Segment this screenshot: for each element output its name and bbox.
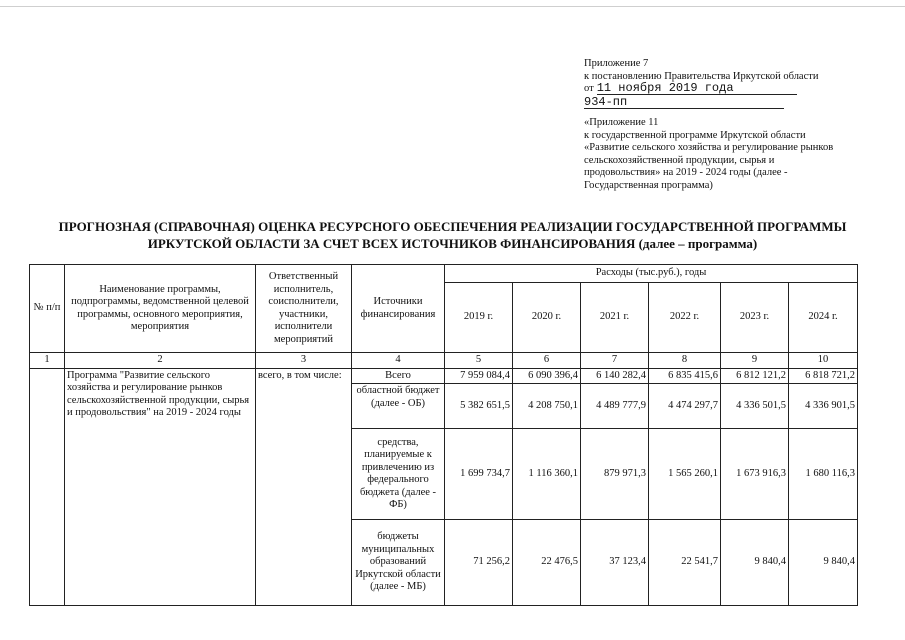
header-executor: Ответственный исполнитель, соисполнители, участники, исполнители мероприятий (256, 265, 352, 353)
value-cell: 4 474 297,7 (649, 384, 721, 429)
reference-line-6: Государственная программа) (584, 179, 713, 191)
column-number: 5 (445, 353, 513, 369)
value-cell: 1 116 360,1 (513, 429, 581, 520)
value-cell: 4 336 501,5 (721, 384, 789, 429)
header-year: 2020 г. (513, 283, 581, 353)
header-year: 2019 г. (445, 283, 513, 353)
value-cell: 6 812 121,2 (721, 368, 789, 384)
resource-table (29, 264, 858, 606)
column-number: 2 (65, 353, 256, 369)
appendix-date-line (584, 83, 884, 96)
value-cell: 4 336 901,5 (789, 384, 858, 429)
page-title (20, 218, 885, 252)
value-cell: 1 699 734,7 (445, 429, 513, 520)
source-cell: областной бюджет (далее - ОБ) (352, 384, 445, 429)
value-cell: 6 835 415,6 (649, 368, 721, 384)
source-cell: бюджеты муниципальных образований Иркутской области (далее - МБ) (352, 520, 445, 606)
appendix-decree: к постановлению Правительства Иркутской области (584, 70, 819, 82)
header-num: № п/п (30, 265, 65, 353)
title-line-1: ПРОГНОЗНАЯ (СПРАВОЧНАЯ) ОЦЕНКА РЕСУРСНОГО ОБЕСПЕЧЕНИЯ РЕАЛИЗАЦИИ ГОСУДАРСТВЕННОЙ ПРОГРАММЫ (58, 219, 847, 234)
value-cell: 6 818 721,2 (789, 368, 858, 384)
column-number: 10 (789, 353, 858, 369)
value-cell: 6 140 282,4 (581, 368, 649, 384)
reference-block (584, 117, 884, 193)
reference-line-1: «Приложение 11 (584, 117, 659, 128)
value-cell: 37 123,4 (581, 520, 649, 606)
source-cell: средства, планируемые к привлечению из федерального бюджета (далее - ФБ) (352, 429, 445, 520)
column-number: 4 (352, 353, 445, 369)
column-number: 8 (649, 353, 721, 369)
header-year: 2022 г. (649, 283, 721, 353)
value-cell: 879 971,3 (581, 429, 649, 520)
column-number: 6 (513, 353, 581, 369)
value-cell: 5 382 651,5 (445, 384, 513, 429)
column-number: 7 (581, 353, 649, 369)
title-line-2: ИРКУТСКОЙ ОБЛАСТИ ЗА СЧЕТ ВСЕХ ИСТОЧНИКОВ ФИНАНСИРОВАНИЯ (далее – программа) (147, 236, 758, 251)
value-cell: 4 208 750,1 (513, 384, 581, 429)
header-year: 2021 г. (581, 283, 649, 353)
value-cell: 9 840,4 (721, 520, 789, 606)
appendix-number-line (584, 96, 884, 109)
appendix-title: Приложение 7 (584, 58, 649, 69)
executor-text: всего, в том числе: (256, 368, 352, 606)
value-cell: 71 256,2 (445, 520, 513, 606)
column-number: 1 (30, 353, 65, 369)
value-cell: 1 673 916,3 (721, 429, 789, 520)
value-cell: 1 680 116,3 (789, 429, 858, 520)
reference-line-4: сельскохозяйственной продукции, сырья и (584, 154, 775, 166)
table-row (30, 368, 858, 384)
column-number: 9 (721, 353, 789, 369)
value-cell: 4 489 777,9 (581, 384, 649, 429)
program-name: Программа "Развитие сельского хозяйства и регулирование рынков сельскохозяйственной продукции, сырья и продовольствия" на 2019 - 2024 годы (65, 368, 256, 606)
header-year: 2023 г. (721, 283, 789, 353)
value-cell: 1 565 260,1 (649, 429, 721, 520)
header-source: Источники финансирования (352, 265, 445, 353)
value-cell: 22 541,7 (649, 520, 721, 606)
value-cell: 9 840,4 (789, 520, 858, 606)
header-name: Наименование программы, подпрограммы, ведомственной целевой программы, основного мероприятия, мероприятия (65, 265, 256, 353)
appendix-date: 11 ноября 2019 года (597, 83, 797, 95)
column-number-row (30, 353, 858, 369)
reference-line-3: «Развитие сельского хозяйства и регулирование рынков (584, 142, 834, 154)
value-cell: 22 476,5 (513, 520, 581, 606)
value-cell: 6 090 396,4 (513, 368, 581, 384)
appendix-number: 934-пп (584, 96, 784, 109)
reference-line-2: к государственной программе Иркутской области (584, 129, 806, 141)
value-cell: 7 959 084,4 (445, 368, 513, 384)
header-year: 2024 г. (789, 283, 858, 353)
top-edge-line (0, 6, 905, 7)
row-num-cell (30, 368, 65, 606)
column-number: 3 (256, 353, 352, 369)
header-expenses: Расходы (тыс.руб.), годы (445, 265, 858, 283)
appendix-ot-label: от (584, 83, 594, 94)
source-cell: Всего (352, 368, 445, 384)
appendix-block (584, 58, 884, 109)
reference-line-5: продовольствия» на 2019 - 2024 годы (далее - (584, 167, 788, 179)
